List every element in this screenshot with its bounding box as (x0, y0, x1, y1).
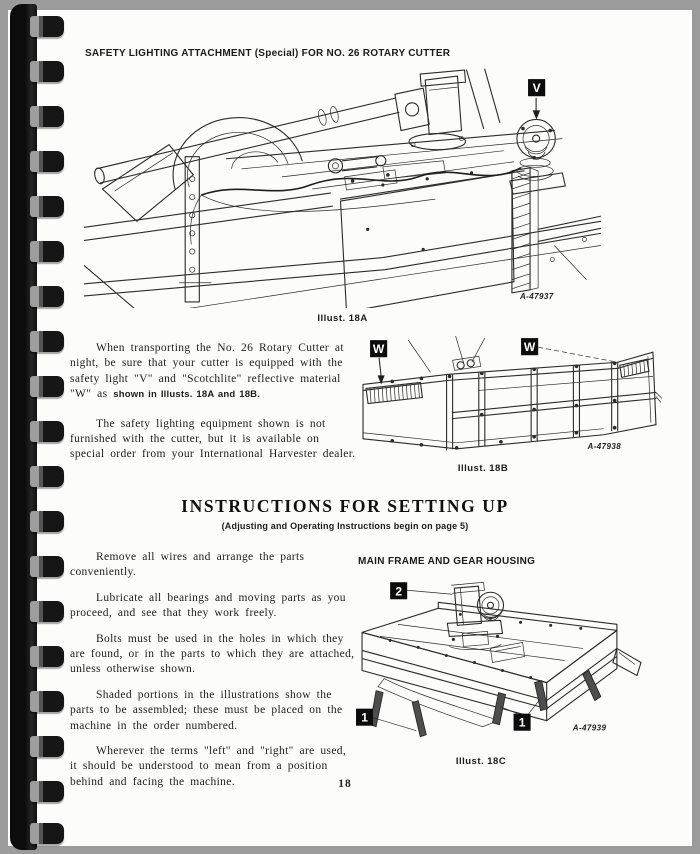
binding-tooth (30, 691, 64, 712)
binding-tooth (30, 466, 64, 487)
safety-text-column (70, 341, 357, 473)
paragraph: Bolts must be used in the holes in which they are found, or in the parts to which they are attached, unless otherwise shown. (70, 632, 355, 676)
paragraph: Wherever the terms "left" and "right" are used, it should be understood to mean from a position behind and facing the machine. (70, 745, 347, 788)
callout-w-left (370, 340, 387, 384)
section-subheading: (Adjusting and Operating Instructions begin on page 5) (221, 521, 469, 531)
callout-gearbox (390, 582, 452, 599)
binding-tooth (30, 16, 64, 37)
mainframe-heading: MAIN FRAME AND GEAR HOUSING (358, 556, 536, 567)
binding-tooth (30, 286, 64, 307)
binding-tooth (30, 823, 64, 844)
page-number: 18 (338, 778, 352, 790)
callout-legs-left (356, 709, 416, 731)
binding-tooth (30, 61, 64, 82)
caption-18b: Illust. 18B (457, 463, 509, 474)
paragraph: Shaded portions in the illustrations show the parts to be assembled; these must be placed on the machine in the order numbered. (70, 688, 343, 732)
binding-tooth (30, 331, 64, 352)
section-heading: INSTRUCTIONS FOR SETTING UP (181, 496, 509, 516)
callout-v (528, 79, 545, 119)
label-2: 2 (395, 584, 403, 599)
binding-tooth (30, 151, 64, 172)
setup-text-column (70, 550, 357, 800)
binding-tooth (30, 241, 64, 262)
label-v: V (532, 81, 541, 96)
callout-legs-center (501, 699, 541, 731)
main-frame-line-drawing (350, 578, 646, 754)
binding-tooth (30, 781, 64, 802)
caption-18a: Illust. 18A (317, 313, 368, 324)
spiral-binding (0, 0, 72, 854)
binding-tooth (30, 646, 64, 667)
page-title: SAFETY LIGHTING ATTACHMENT (Special) FOR NO. 26 ROTARY CUTTER (85, 48, 451, 59)
binding-tooth (30, 601, 64, 622)
binding-tooth (30, 556, 64, 577)
illustration-18a (80, 68, 605, 326)
paragraph: The safety lighting equipment shown is not furnished with the cutter, but it is available on special order from your International Harvester dealer. (70, 417, 356, 461)
guard-line-drawing (360, 332, 662, 465)
figure-number-18a: A-47937 (519, 291, 554, 301)
binding-tooth (30, 196, 64, 217)
paragraph-tail: shown in Illusts. 18A and 18B. (113, 389, 261, 401)
callout-w-right (521, 338, 618, 362)
paragraph-text: When transporting the No. 26 Rotary Cutter at night, be sure that your cutter is equipped with the safety light "V" and "Scotchlite" reflective material "W" as (70, 342, 344, 401)
binding-tooth (30, 736, 64, 757)
figure-number-18c: A-47939 (572, 723, 607, 733)
paragraph: Lubricate all bearings and moving parts as you proceed, and see that they work freely. (70, 591, 346, 620)
binding-tooth (30, 421, 64, 442)
manual-page (8, 10, 692, 846)
binding-tooth (30, 376, 64, 397)
label-1-left: 1 (361, 710, 368, 725)
label-w-right: W (523, 340, 536, 355)
figure-number-18b: A-47938 (587, 441, 622, 451)
rotary-cutter-line-drawing (80, 68, 605, 308)
label-1-center: 1 (518, 715, 526, 730)
paragraph: Remove all wires and arrange the parts conveniently. (70, 551, 305, 579)
paragraph (70, 341, 357, 403)
illustration-18b (360, 332, 662, 482)
caption-18c: Illust. 18C (455, 756, 507, 767)
illustration-18c (350, 578, 646, 774)
binding-tooth (30, 511, 64, 532)
label-w-left: W (372, 342, 385, 357)
binding-tooth (30, 106, 64, 127)
